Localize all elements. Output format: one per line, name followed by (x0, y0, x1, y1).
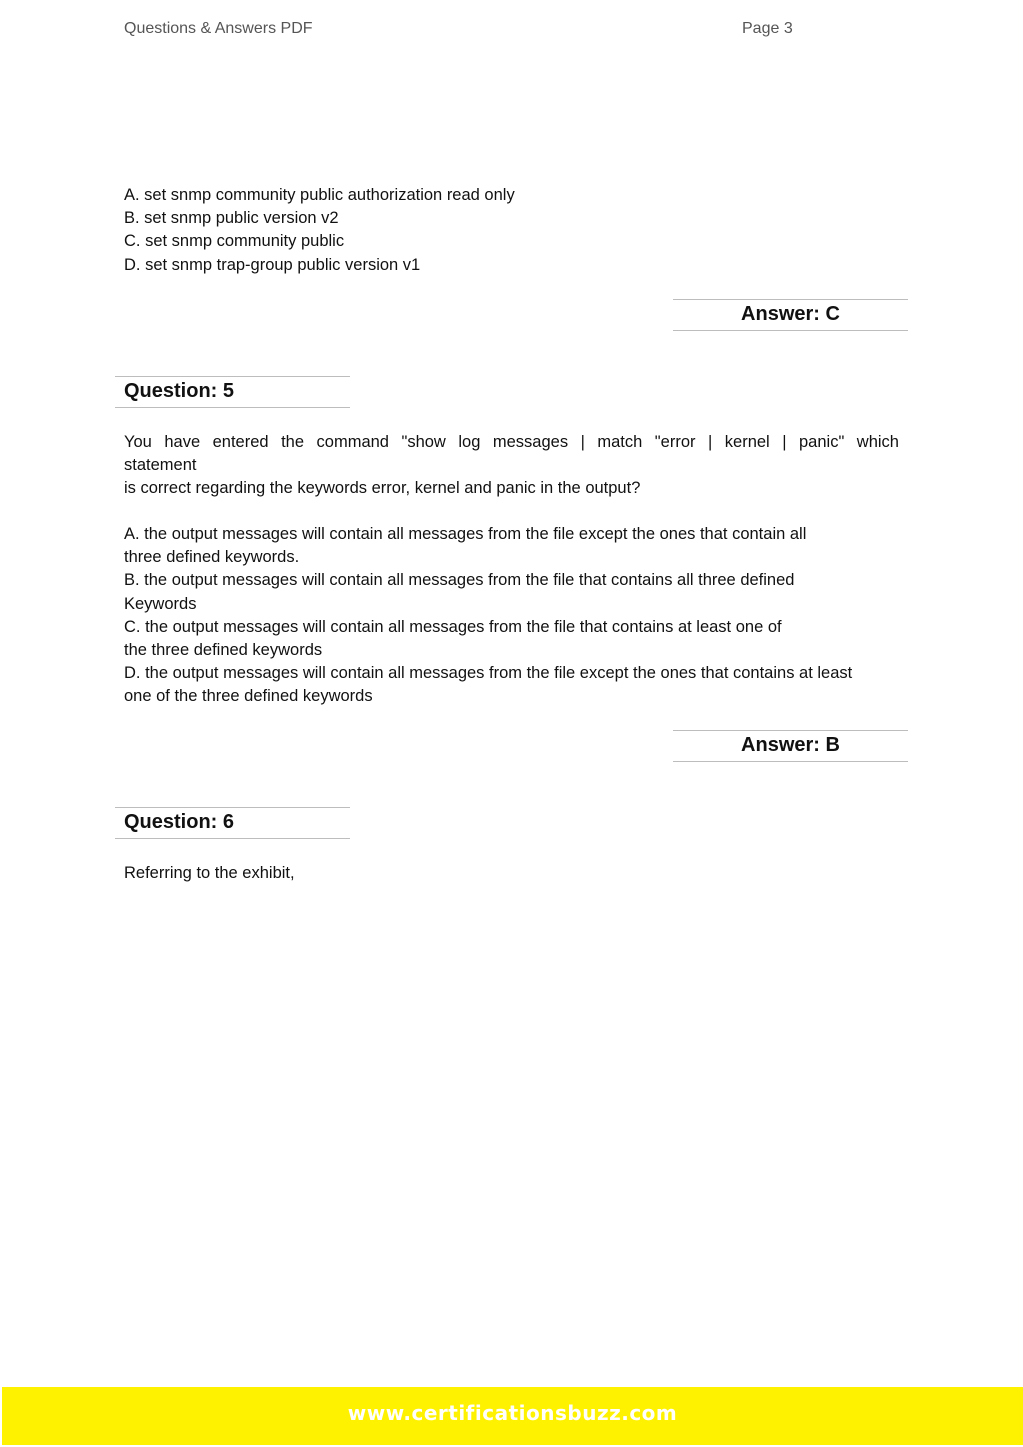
question-6-heading: Question: 6 (124, 811, 235, 833)
option-a-line-1: A. the output messages will contain all messages from the file except the ones that contain all (124, 525, 807, 543)
page-number: Page 3 (742, 20, 793, 37)
document-title: Questions & Answers PDF (124, 20, 313, 37)
option-c-line-1: C. the output messages will contain all messages from the file that contains at least one of (124, 617, 782, 636)
answer-4-label: Answer: C (741, 303, 840, 325)
question-6-heading-box (115, 807, 350, 839)
question-4-options (124, 184, 515, 277)
question-5-heading-box (115, 376, 350, 408)
question-5-heading: Question: 5 (124, 380, 235, 402)
option-b-line-1: B. the output messages will contain all messages from the file that contains all three defined (124, 571, 795, 590)
footer-banner (2, 1387, 1023, 1445)
option-d-line-2: one of the three defined keywords (124, 687, 373, 706)
question-5-stem-line-1: You have entered the command "show log messages | match "error | kernel | panic" which (124, 433, 899, 451)
option-a-line-2: three defined keywords. (124, 548, 300, 567)
question-5-stem (124, 431, 899, 501)
page-header (124, 20, 794, 44)
answer-4-box (673, 299, 908, 331)
question-6-stem (124, 862, 295, 885)
answer-5-label: Answer: B (741, 734, 840, 756)
answer-5-box (673, 730, 908, 762)
option-d: D. set snmp trap-group public version v1 (124, 255, 421, 274)
footer-url-link[interactable]: www.certificationsbuzz.com (347, 1401, 678, 1425)
option-b-line-2: Keywords (124, 594, 197, 613)
option-b: B. set snmp public version v2 (124, 209, 339, 228)
question-6-stem-line: Referring to the exhibit, (124, 864, 295, 882)
option-c: C. set snmp community public (124, 232, 345, 251)
option-d-line-1: D. the output messages will contain all messages from the file except the ones that contains at least (124, 664, 853, 683)
option-a: A. set snmp community public authorization read only (124, 186, 515, 204)
question-5-stem-line-2: statement (124, 456, 197, 475)
question-5-options (124, 523, 852, 709)
question-5-stem-line-3: is correct regarding the keywords error, kernel and panic in the output? (124, 479, 641, 498)
option-c-line-2: the three defined keywords (124, 641, 323, 660)
